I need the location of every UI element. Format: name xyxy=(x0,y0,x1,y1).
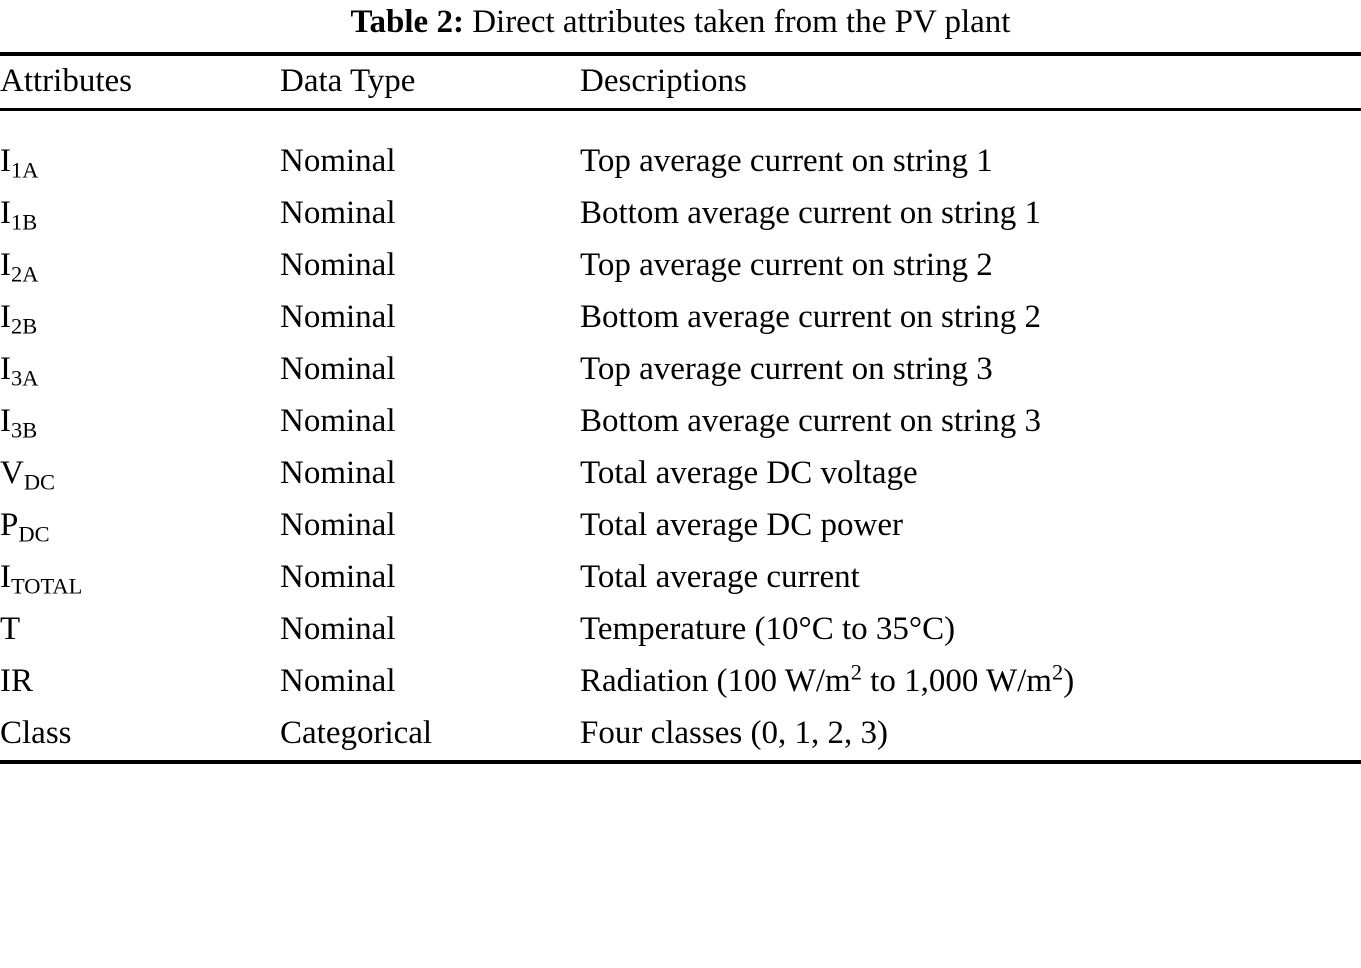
cell-attribute xyxy=(0,344,280,396)
cell-description: Bottom average current on string 2 xyxy=(580,298,1041,335)
attribute-base: V xyxy=(0,454,24,491)
attribute-subscript: 3B xyxy=(11,417,38,443)
cell-attribute xyxy=(0,604,280,656)
table-row xyxy=(0,448,1361,500)
cell-description: Top average current on string 2 xyxy=(580,246,993,283)
cell-data-type: Nominal xyxy=(280,402,396,439)
table-row xyxy=(0,604,1361,656)
desc-sup-1: 2 xyxy=(850,659,862,685)
cell-attribute xyxy=(0,656,280,708)
cell-attribute xyxy=(0,292,280,344)
cell-description: Temperature (10°C to 35°C) xyxy=(580,610,956,647)
cell-data-type: Categorical xyxy=(280,714,433,751)
attribute-subscript: 1A xyxy=(11,157,39,183)
attribute-base: I xyxy=(0,194,11,231)
cell-description: Total average current xyxy=(580,558,860,595)
caption-text: Direct attributes taken from the PV plant xyxy=(472,4,1011,40)
cell-attribute xyxy=(0,708,280,762)
cell-data-type: Nominal xyxy=(280,610,396,647)
cell-attribute xyxy=(0,396,280,448)
attribute-base: I xyxy=(0,402,11,439)
attribute-subscript: TOTAL xyxy=(11,573,83,599)
attribute-base: I xyxy=(0,142,11,179)
cell-description: Four classes (0, 1, 2, 3) xyxy=(580,714,888,751)
cell-data-type: Nominal xyxy=(280,662,396,699)
cell-description: Top average current on string 1 xyxy=(580,142,993,179)
column-header-attributes: Attributes xyxy=(0,62,132,99)
desc-post: ) xyxy=(1063,662,1075,699)
caption-label: Table 2: xyxy=(350,4,464,40)
table-row xyxy=(0,500,1361,552)
cell-data-type: Nominal xyxy=(280,298,396,335)
desc-mid: to 1,000 W/m xyxy=(861,662,1052,699)
cell-data-type: Nominal xyxy=(280,194,396,231)
table-row xyxy=(0,188,1361,240)
cell-attribute xyxy=(0,448,280,500)
attribute-subscript: DC xyxy=(23,469,56,495)
table-header-row xyxy=(0,54,1361,110)
cell-data-type: Nominal xyxy=(280,558,396,595)
cell-data-type: Nominal xyxy=(280,142,396,179)
header-rule xyxy=(0,109,1361,136)
cell-description: Total average DC power xyxy=(580,506,903,543)
cell-data-type: Nominal xyxy=(280,506,396,543)
attributes-table xyxy=(0,52,1361,789)
attribute-base: P xyxy=(0,506,19,543)
header-rule-cell xyxy=(0,109,1361,136)
attribute-subscript: 2B xyxy=(11,313,38,339)
table-row xyxy=(0,136,1361,188)
attribute-base: I xyxy=(0,350,11,387)
cell-description: Total average DC voltage xyxy=(580,454,918,491)
cell-description: Bottom average current on string 1 xyxy=(580,194,1041,231)
attribute-subscript: 3A xyxy=(11,365,39,391)
attribute-subscript: 1B xyxy=(11,209,38,235)
table-row xyxy=(0,552,1361,604)
table-row xyxy=(0,656,1361,708)
bottom-rule xyxy=(0,762,1361,789)
table-row xyxy=(0,396,1361,448)
column-header-descriptions: Descriptions xyxy=(580,62,747,99)
cell-description: Top average current on string 3 xyxy=(580,350,993,387)
table-caption xyxy=(0,0,1361,52)
cell-description: Bottom average current on string 3 xyxy=(580,402,1041,439)
attribute-base: T xyxy=(0,610,21,647)
desc-pre: Radiation (100 W/m xyxy=(580,662,851,699)
column-header-data-type: Data Type xyxy=(280,62,416,99)
table-row xyxy=(0,344,1361,396)
attribute-base: Class xyxy=(0,714,72,751)
cell-description xyxy=(580,656,1361,708)
cell-attribute xyxy=(0,136,280,188)
cell-data-type: Nominal xyxy=(280,454,396,491)
table-row xyxy=(0,292,1361,344)
bottom-rule-cell xyxy=(0,762,1361,789)
cell-attribute xyxy=(0,552,280,604)
cell-data-type: Nominal xyxy=(280,246,396,283)
attribute-subscript: 2A xyxy=(11,261,39,287)
attribute-base: I xyxy=(0,246,11,283)
attribute-base: I xyxy=(0,298,11,335)
table-row xyxy=(0,240,1361,292)
cell-attribute xyxy=(0,188,280,240)
desc-sup-2: 2 xyxy=(1051,659,1064,685)
cell-attribute xyxy=(0,240,280,292)
cell-attribute xyxy=(0,500,280,552)
attribute-base: IR xyxy=(0,662,33,699)
attribute-subscript: DC xyxy=(18,521,50,547)
table-row xyxy=(0,708,1361,762)
attribute-base: I xyxy=(0,558,11,595)
cell-data-type: Nominal xyxy=(280,350,396,387)
